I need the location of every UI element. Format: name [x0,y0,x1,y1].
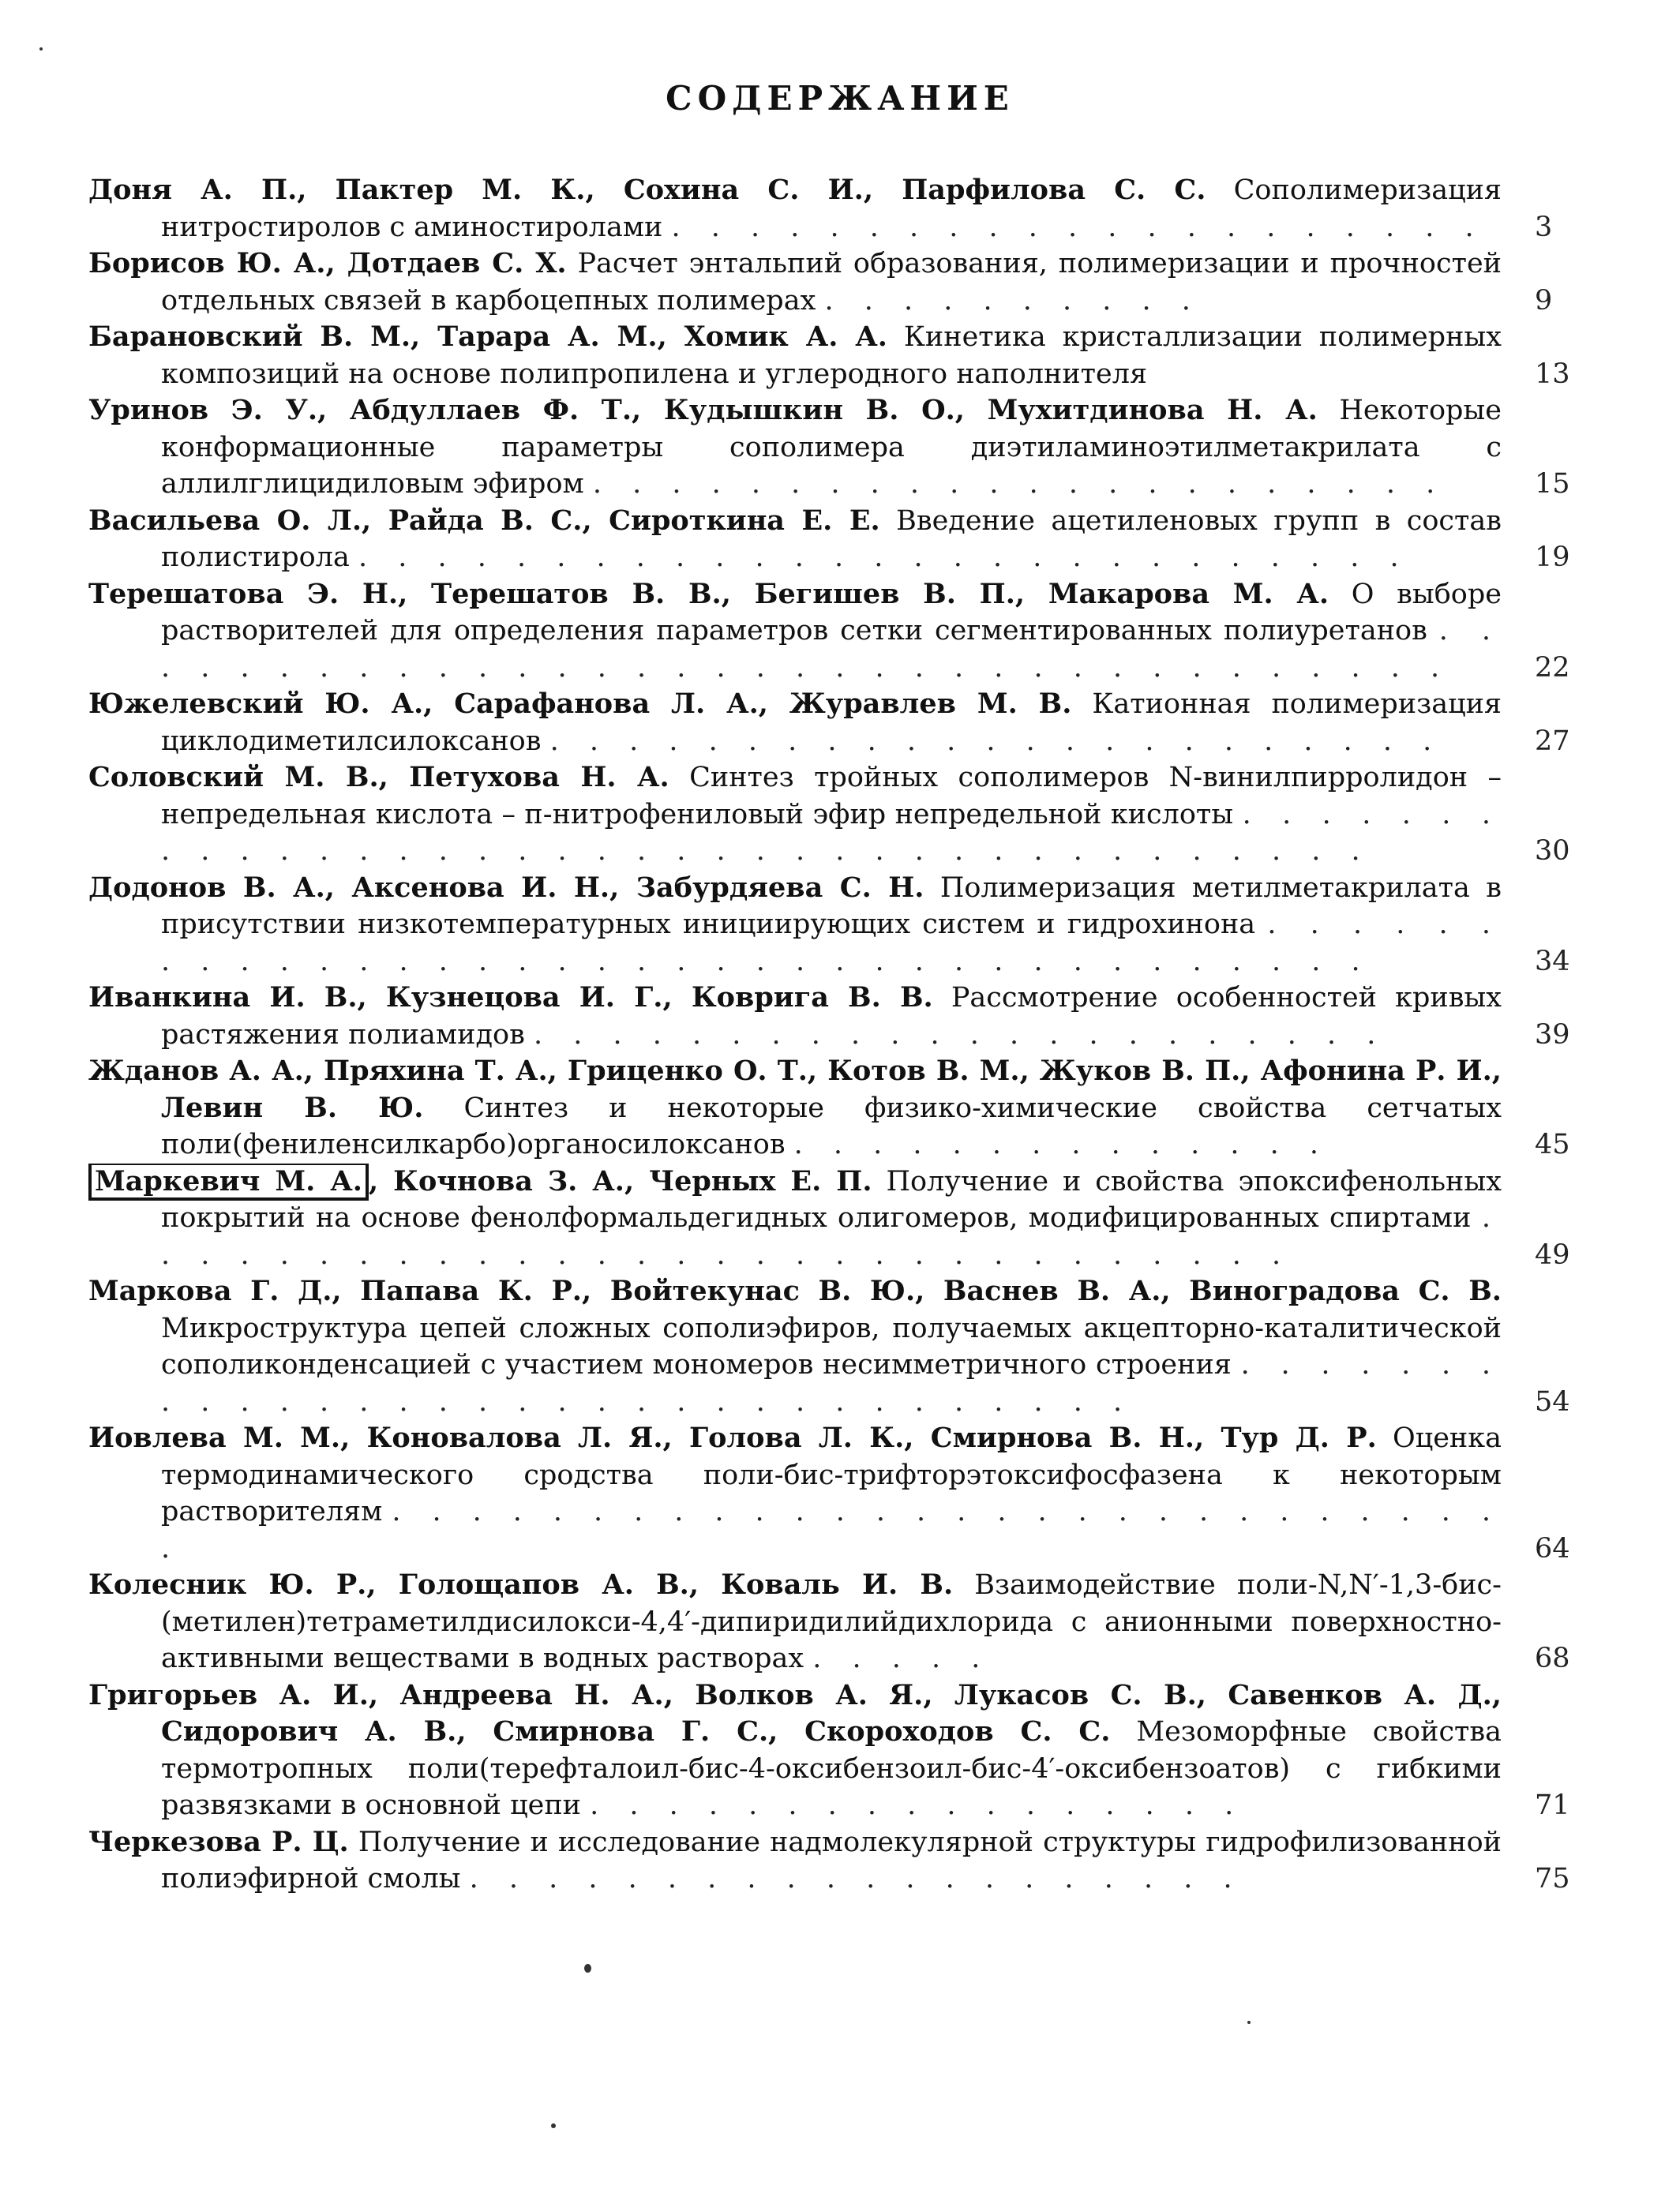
toc-entry-text [88,1273,1502,1420]
dot-leader: . . . . . . . . . . . . . . . . . [590,1790,1245,1821]
toc-entry-authors: Колесник Ю. Р., Голощапов А. В., Коваль И. В. [88,1568,954,1601]
toc-entry [88,870,1570,980]
dot-leader: . . . . . . . . . . . . . . [793,1129,1330,1160]
toc-entry-title: Кинетика кристаллизации полимерных композиций на основе полипропилена и углеродного наполнителя [161,321,1502,390]
toc-entry-authors: , Кочнова З. А., Черных Е. П. [368,1164,872,1197]
toc-entry-title: Введение ацетиленовых групп в состав полистирола [161,504,1502,573]
toc-entry-authors: Барановский В. М., Тарара А. М., Хомик А. А. [88,320,887,353]
toc-entry-authors: Соловский М. В., Петухова Н. А. [88,761,669,793]
toc-entry-text [88,576,1502,687]
toc-entry [88,1053,1570,1164]
toc-entry-page-number: 3 [1535,211,1553,243]
toc-entry-authors: Додонов В. А., Аксенова И. Н., Забурдяева С. Н. [88,871,924,904]
toc-entry-page-number: 54 [1535,1385,1570,1418]
page-title: СОДЕРЖАНИЕ [666,79,1014,118]
toc-entry-title: Получение и свойства эпоксифенольных покрытий на основе фенолформальдегидных олигомеров, модифицированных спиртами [161,1165,1502,1234]
boxed-author-name: Маркевич М. А. [88,1164,369,1201]
toc-entry-authors: Григорьев А. И., Андреева Н. А., Волков А. Я., Лукасов С. В., Савенков А. Д., Сидорович А. В., Смирнова Г. С., Скороходов С. С. [88,1678,1502,1748]
scan-speck [584,1964,591,1973]
toc-entry-text [88,870,1502,980]
toc-entry-title: Катионная полимеризация циклодиметилсилоксанов [161,688,1502,757]
toc-entry-authors: Черкезова Р. Ц. [88,1825,349,1858]
scan-speck [39,47,43,51]
toc-entry-page-number: 27 [1535,725,1570,757]
dot-leader: . . . . . [812,1643,992,1674]
toc-entry-text [88,1677,1502,1824]
toc-entry-page-number: 75 [1535,1863,1570,1895]
toc-entry-page-number: 30 [1535,835,1570,867]
toc-entry-page-number: 9 [1535,284,1553,317]
toc-entry-title: Оценка термодинамического сродства поли-бис-трифторэтоксифосфазена к некоторым растворителям [161,1422,1502,1527]
toc-entry-authors: Иовлева М. М., Коновалова Л. Я., Голова Л. К., Смирнова В. Н., Тур Д. Р. [88,1422,1377,1454]
toc-entry [88,503,1570,576]
toc-entry-title: Сополимеризация нитростиролов с аминостиролами [161,174,1502,243]
scan-speck [1247,2021,1251,2024]
toc-entry-text [88,392,1502,503]
dot-leader: . . . . . . . . . . [824,284,1202,317]
toc-entry-title: Мезоморфные свойства термотропных поли(терефталоил-бис-4-оксибензоил-бис-4′-оксибензоатов) с гибкими развязками в основной цепи [161,1716,1502,1821]
dot-leader: . . . . . . . . . . . . . . . . . . . . . . . . . . . [358,542,1410,573]
toc-entry-title: Синтез и некоторые физико-химические свойства сетчатых поли(фениленсилкарбо)органосилоксанов [161,1092,1502,1160]
toc-entry-page-number: 19 [1535,542,1570,573]
toc-entry-title: Рассмотрение особенностей кривых растяжения полиамидов [161,982,1502,1051]
toc-entry-title: Полимеризация метилметакрилата в присутствии низкотемпературных инициирующих систем и гидрохинона [161,871,1502,940]
toc-entry-title: Некоторые конформационные параметры сополимера диэтиламиноэтилметакрилата с аллилглицидиловым эфиром [161,395,1502,500]
toc-entry-title: Расчет энтальпий образования, полимеризации и прочностей отдельных связей в карбоцепных полимерах [161,248,1502,317]
dot-leader: . . . . . . . . . . . . . . . . . . . . . . [592,468,1446,500]
toc-entry-authors: Жданов А. А., Пряхина Т. А., Гриценко О. Т., Котов В. М., Жуков В. П., Афонина Р. И., Левин В. Ю. [88,1055,1502,1124]
toc-entry [88,1677,1570,1824]
dot-leader: . . . . . . . . . . . . . . . . . . . . . . . . . . . . . . . . . . . . . . [161,798,1502,867]
toc-entry [88,1420,1570,1567]
toc-entry [88,686,1570,759]
toc-entry [88,1824,1570,1898]
toc-entry-text [88,980,1502,1053]
toc-entry [88,319,1570,392]
dot-leader: . . . . . . . . . . . . . . . . . . . . . [671,211,1485,243]
toc-entry-text [88,1164,1502,1274]
toc-entry [88,1567,1570,1677]
toc-entry-title: Взаимодействие поли-N,N′-1,3-бис-(метилен)тетраметилдисилокси-4,4′-дипиридилийдихлорида с анионными поверхностно-активными веществами в водных растворах [161,1569,1502,1674]
toc-entry-text [88,319,1502,392]
toc-entry-page-number: 68 [1535,1643,1570,1674]
toc-entry-text [88,1420,1502,1567]
toc-entry [88,245,1553,319]
toc-entry-title: Получение и исследование надмолекулярной структуры гидрофилизованной полиэфирной смолы [161,1826,1502,1895]
toc-entry-text [88,245,1502,319]
toc-entry [88,759,1570,870]
toc-entry-page-number: 64 [1535,1532,1570,1565]
table-of-contents [88,172,1570,1898]
toc-entry-authors: Терешатова Э. Н., Терешатов В. В., Бегишев В. П., Макарова М. А. [88,577,1329,610]
dot-leader: . . . . . . . . . . . . . . . . . . . . . . . . . . . . . [161,1496,1502,1565]
toc-entry-text [88,1053,1502,1164]
toc-entry-page-number: 49 [1535,1239,1570,1271]
toc-entry-authors: Доня А. П., Пактер М. К., Сохина С. И., Парфилова С. С. [88,174,1206,206]
toc-entry-page-number: 34 [1535,945,1570,977]
toc-entry-title: О выборе растворителей для определения параметров сетки сегментированных полиуретанов [161,578,1502,647]
toc-entry-text [88,503,1502,576]
dot-leader: . . . . . . . . . . . . . . . . . . . . . . . . . . . . . . . . . . . [161,615,1502,684]
toc-entry [88,1273,1570,1420]
dot-leader: . . . . . . . . . . . . . . . . . . . . . . [533,1018,1387,1051]
toc-entry-authors: Борисов Ю. А., Дотдаев С. Х. [88,247,567,279]
toc-entry-text [88,1824,1502,1898]
toc-entry-authors: Васильева О. Л., Райда В. С., Сироткина Е. Е. [88,504,880,537]
toc-entry-text [88,686,1502,759]
toc-entry-page-number: 39 [1535,1018,1570,1051]
toc-entry-text [88,1567,1502,1677]
toc-entry [88,1164,1570,1274]
toc-entry-authors: Уринов Э. У., Абдуллаев Ф. Т., Кудышкин В. О., Мухитдинова Н. А. [88,394,1318,426]
toc-entry-authors: Маркова Г. Д., Папава К. Р., Войтекунас В. Ю., Васнев В. А., Виноградова С. В. [88,1275,1502,1307]
dot-leader: . . . . . . . . . . . . . . . . . . . . . . . . . . . . . . [161,1202,1502,1271]
dot-leader: . . . . . . . . . . . . . . . . . . . . [469,1863,1243,1895]
toc-entry-text [88,759,1502,870]
toc-entry [88,172,1553,245]
toc-entry-title: Синтез тройных сополимеров N-винилпирролидон – непредельная кислота – п-нитрофениловый эфир непредельной кислоты [161,762,1502,830]
toc-entry-authors: Южелевский Ю. А., Сарафанова Л. А., Журавлев М. В. [88,688,1072,720]
toc-entry-page-number: 15 [1535,468,1570,500]
toc-entry-page-number: 13 [1535,358,1570,390]
dot-leader: . . . . . . . . . . . . . . . . . . . . . . . [549,725,1443,757]
toc-entry-page-number: 22 [1535,651,1570,684]
scan-speck [551,2123,556,2128]
toc-entry-page-number: 71 [1535,1790,1570,1821]
toc-entry-title: Микроструктура цепей сложных сополиэфиров, получаемых акцепторно-каталитической сополиконденсацией с участием мономеров несимметричного строения [161,1312,1502,1381]
toc-entry-page-number: 45 [1535,1129,1570,1160]
dot-leader: . . . . . . . . . . . . . . . . . . . . . . . . . . . . . . . . [161,1349,1502,1418]
toc-entry [88,576,1570,687]
toc-entry-text [88,172,1502,245]
dot-leader: . . . . . . . . . . . . . . . . . . . . . . . . . . . . . . . . . . . . . [161,909,1502,977]
toc-entry-authors: Иванкина И. В., Кузнецова И. Г., Коврига В. В. [88,981,933,1014]
toc-entry [88,392,1570,503]
toc-entry [88,980,1570,1053]
